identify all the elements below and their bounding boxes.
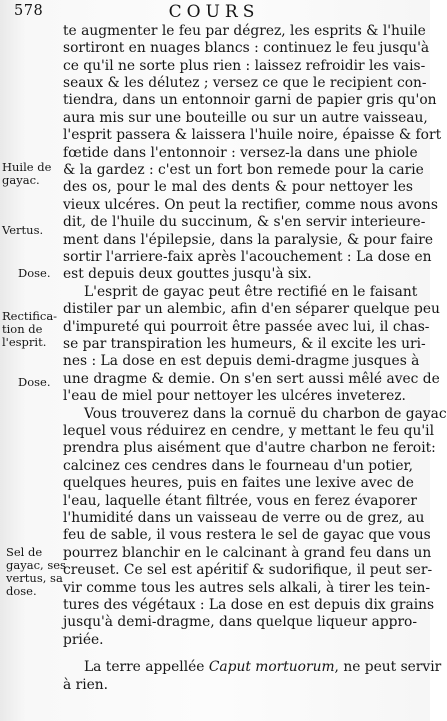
text-line: à rien. <box>63 677 109 693</box>
text-line: l'eau de miel pour nettoyer les ulcéres inveterez. <box>63 388 406 404</box>
text-line: vir comme tous les autres sels alkali, à tirer les tein- <box>63 580 431 596</box>
margin-note-line: Rectifica- <box>2 309 58 323</box>
text-line: creuset. Ce sel est apéritif & sudorifique, il peut ser- <box>63 562 433 578</box>
margin-note-sel <box>6 546 68 598</box>
text-line: ce qu'il ne sorte plus rien : laissez refroidir les vais- <box>63 58 426 74</box>
text-line: vieux ulcéres. On peut la rectifier, comme nous avons <box>63 197 438 213</box>
caput-mortuorum: Caput mortuorum <box>208 659 335 675</box>
page-number: 578 <box>14 3 44 19</box>
text-line: fœtide dans l'entonnoir : versez-la dans une phiole <box>63 145 418 161</box>
text-line: tures des végétaux : La dose en est depuis dix grains <box>63 597 435 613</box>
margin-note-line: Vertus. <box>2 223 44 237</box>
text-line: dit, de l'huile du succinum, & s'en servir interieure- <box>63 214 426 230</box>
text-line: sortir l'arriere-faix après l'acouchement : La dose en <box>63 249 432 265</box>
text-line: des os, pour le mal des dents & pour nettoyer les <box>63 179 413 195</box>
final-paragraph-suffix: , ne peut servir <box>334 659 442 675</box>
margin-note-line: Dose. <box>18 266 51 280</box>
margin-note-line: gayac, ses <box>6 558 66 572</box>
text-line: ment dans l'épilepsie, dans la paralysie, & pour faire <box>63 232 434 248</box>
margin-note-line: Huile de <box>2 160 52 174</box>
text-line: feu de sable, il vous restera le sel de gayac que vous <box>63 527 431 543</box>
margin-note-line: vertus, sa <box>6 571 63 585</box>
margin-note-line: Sel de <box>6 545 43 559</box>
text-line: sortiront en nuages blancs : continuez le feu jusqu'à <box>63 40 430 56</box>
text-line: jusqu'à demi-dragme, dans quelque liqueur appro- <box>63 614 418 630</box>
page-header <box>14 3 414 21</box>
margin-note-vertus <box>2 224 64 237</box>
text-line: est depuis deux gouttes jusqu'à six. <box>63 266 312 282</box>
text-line <box>84 659 442 675</box>
text-line: quelques heures, puis en faites une lexive avec de <box>63 475 414 491</box>
text-line: priée. <box>63 632 104 648</box>
text-line: prendra plus aisément que d'autre charbon ne feroit: <box>63 440 436 456</box>
text-line: L'esprit de gayac peut être rectifié en le faisant <box>84 284 418 300</box>
text-line: d'impureté qui pourroit être passée avec lui, il chas- <box>63 319 430 335</box>
margin-note-huile <box>2 161 64 187</box>
text-line: te augmenter le feu par dégrez, les esprits & l'huile <box>63 23 426 39</box>
text-line: une dragme & demie. On s'en sert aussi mêlé avec de <box>63 371 440 387</box>
text-line: se par transpiration les humeurs, & il excite les uri- <box>63 336 426 352</box>
text-line: l'esprit passera & laissera l'huile noire, épaisse & fort <box>63 127 442 143</box>
text-line: & la gardez : c'est un fort bon remede pour la carie <box>63 162 424 178</box>
text-line: aura mis sur une bouteille ou sur un autre vaisseau, <box>63 110 428 126</box>
final-paragraph-prefix: La terre appellée <box>84 659 209 675</box>
margin-note-rectification <box>2 310 64 349</box>
text-line: l'humidité dans un vaisseau de verre ou de grez, au <box>63 510 425 526</box>
text-line: pourrez blanchir en le calcinant à grand feu dans un <box>63 545 432 561</box>
running-title: COURS <box>168 2 260 22</box>
text-line: distiler par un alembic, afin d'en séparer quelque peu <box>63 301 440 317</box>
margin-note-line: Dose. <box>18 375 51 389</box>
text-line: seaux & les délutez ; versez ce que le recipient con- <box>63 75 427 91</box>
text-line: nes : La dose en est depuis demi-dragme jusques à <box>63 353 420 369</box>
margin-note-line: gayac. <box>2 173 40 187</box>
margin-note-line: tion de <box>2 322 43 336</box>
text-line: Vous trouverez dans la cornuë du charbon de gayac <box>84 406 447 422</box>
margin-note-line: l'esprit. <box>2 335 47 349</box>
margin-note-line: dose. <box>6 584 37 598</box>
text-line: lequel vous réduirez en cendre, y mettant le feu qu'il <box>63 423 434 439</box>
text-line: tiendra, dans un entonnoir garni de papier gris qu'on <box>63 92 437 108</box>
text-line: l'eau, laquelle étant filtrée, vous en ferez évaporer <box>63 493 418 509</box>
text-line: calcinez ces cendres dans le fourneau d'un potier, <box>63 458 413 474</box>
